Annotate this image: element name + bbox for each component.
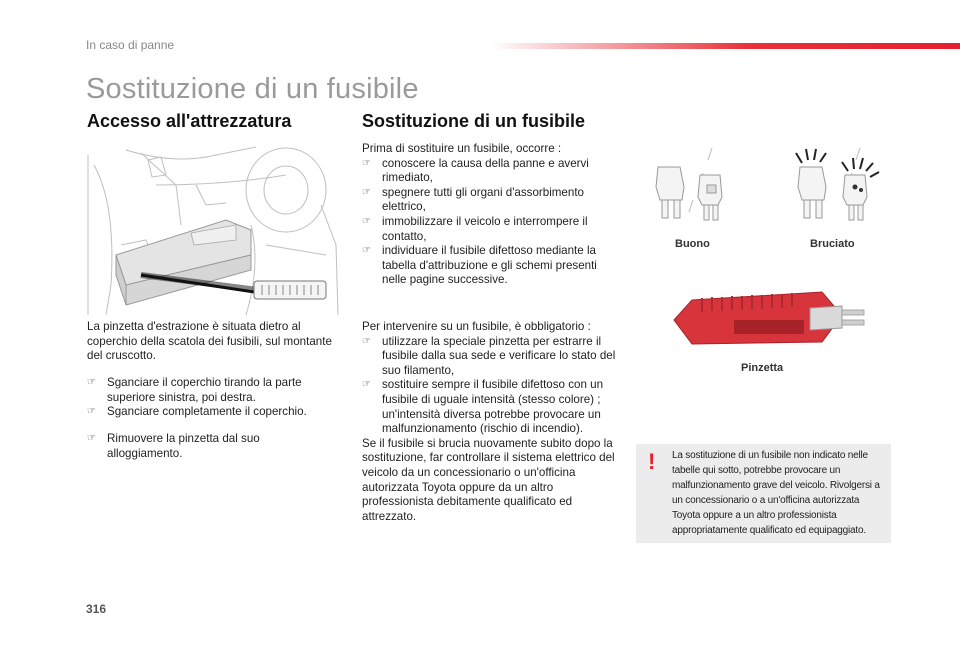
left-steps [87, 376, 337, 420]
page-number: 316 [86, 602, 107, 616]
list-item: ☞ Sganciare il coperchio tirando la parte superiore sinistra, poi destra. [87, 376, 337, 405]
heading-sostituzione: Sostituzione di un fusibile [362, 111, 585, 131]
left-steps-2 [87, 432, 337, 461]
pliers-icon [672, 282, 872, 352]
right-intro-2: Per intervenire su un fusibile, è obbligatorio : [362, 320, 591, 333]
burnt-fuse-label: Bruciato [810, 238, 855, 250]
right-outro: Se il fusibile si brucia nuovamente subito dopo la sostituzione, far controllare il sistema elettrico del veicolo da un concessionario o un'officina autorizzata Toyota oppure da un altro professionista debitamente qualificato ed attrezzato. [362, 436, 615, 523]
pliers-label: Pinzetta [741, 362, 784, 374]
list-item: ☞ Sganciare completamente il coperchio. [87, 405, 337, 420]
list-item: ☞ individuare il fusibile difettoso mediante la tabella d'attribuzione e gli schemi presenti nelle pagine successive. [362, 244, 622, 288]
left-intro [87, 320, 337, 364]
left-intro-text: La pinzetta d'estrazione è situata dietro al coperchio della scatola dei fusibili, sul montante del cruscotto. [87, 320, 332, 363]
page-title: Sostituzione di un fusibile [86, 73, 419, 105]
list-item: ☞ utilizzare la speciale pinzetta per estrarre il fusibile dalla sua sede e verificare lo stato del suo filamento, [362, 335, 622, 379]
list-item: ☞ conoscere la causa della panne e avervi rimediato, [362, 157, 622, 186]
section-label: In caso di panne [86, 38, 175, 52]
header-accent-bar [490, 43, 960, 49]
list-item: ☞ Rimuovere la pinzetta dal suo alloggiamento. [87, 432, 337, 461]
good-fuse-icon [656, 167, 722, 220]
warning-box [636, 444, 891, 543]
list-item: ☞ sostituire sempre il fusibile difettoso con un fusibile di uguale intensità (stesso colore) ; un'intensità diversa potrebbe provocare un malfunzionamento (rischio di incendio). [362, 378, 622, 436]
right-block-2 [362, 320, 622, 524]
good-fuse-label: Buono [675, 238, 710, 250]
dashboard-fusebox-illustration [86, 145, 340, 320]
warning-icon: ! [648, 449, 656, 474]
burnt-fuse-icon [798, 167, 867, 220]
warning-text: La sostituzione di un fusibile non indicato nelle tabelle qui sotto, potrebbe provocare un malfunzionamento grave del veicolo. Rivolgersi a un concessionario o a un'officina autorizzata Toyota oppure a un altro professionista appropriatamente qualificato ed equipaggiato. [672, 450, 880, 536]
right-block-1 [362, 142, 622, 288]
list-item: ☞ immobilizzare il veicolo e interrompere il contatto, [362, 215, 622, 244]
heading-accesso: Accesso all'attrezzatura [87, 111, 292, 131]
list-item: ☞ spegnere tutti gli organi d'assorbimento elettrico, [362, 186, 622, 215]
fuse-comparison-illustration [640, 145, 890, 240]
right-intro: Prima di sostituire un fusibile, occorre : [362, 142, 562, 155]
